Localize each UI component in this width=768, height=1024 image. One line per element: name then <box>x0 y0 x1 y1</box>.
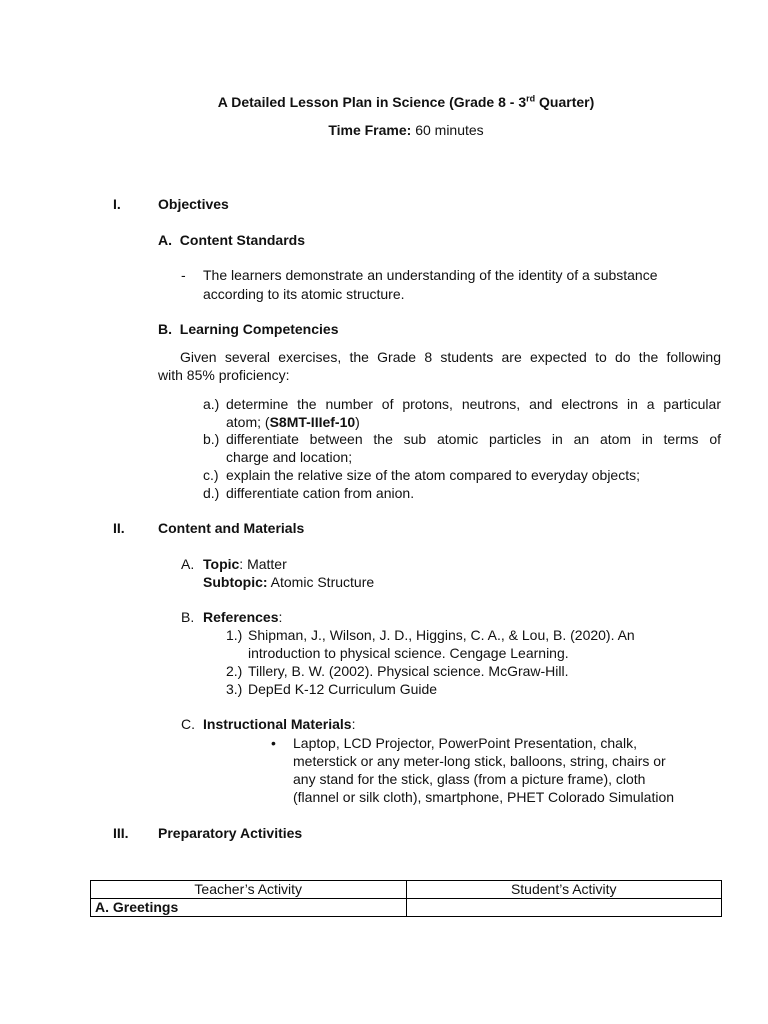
topic-line <box>203 556 287 572</box>
competencies-intro-text-1: Given several exercises, the Grade 8 students are expected to do the following <box>180 349 721 365</box>
section-1-heading: Objectives <box>158 196 229 212</box>
competency-d-line-1: differentiate cation from anion. <box>226 485 415 501</box>
materials-line-4: (flannel or silk cloth), smartphone, PHET Colorado Simulation <box>293 789 675 805</box>
empty-cell <box>406 899 722 917</box>
reference-1-marker: 1.) <box>226 627 243 643</box>
title-superscript: rd <box>526 93 536 104</box>
topic-label: Topic <box>203 556 240 572</box>
materials-line-2: meterstick or any meter-long stick, balloons, string, chairs or <box>293 753 666 769</box>
content-standards-dash: - <box>181 267 186 283</box>
reference-1-line-2: introduction to physical science. Cengage Learning. <box>248 645 569 661</box>
topic-marker: A. <box>181 556 195 572</box>
references-heading <box>203 609 282 625</box>
section-1-numeral: I. <box>113 196 121 212</box>
competencies-intro-line-2: with 85% proficiency: <box>158 367 290 383</box>
materials-line-1: Laptop, LCD Projector, PowerPoint Presentation, chalk, <box>293 735 637 751</box>
references-label: References <box>203 609 279 625</box>
document-title <box>0 94 768 110</box>
time-frame-value: 60 minutes <box>411 122 484 138</box>
content-standards-line-1: The learners demonstrate an understanding of the identity of a substance <box>203 267 658 283</box>
greetings-cell: A. Greetings <box>91 899 407 917</box>
materials-heading <box>203 716 355 732</box>
title-text-end: Quarter) <box>535 94 595 110</box>
materials-marker: C. <box>181 716 195 732</box>
materials-label: Instructional Materials <box>203 716 352 732</box>
student-activity-header: Student’s Activity <box>406 881 722 899</box>
reference-2-line-1: Tillery, B. W. (2002). Physical science. McGraw-Hill. <box>248 663 569 679</box>
competency-b-line-2: charge and location; <box>226 449 353 465</box>
competency-code: S8MT-IIIef-10 <box>269 414 356 430</box>
section-2-heading: Content and Materials <box>158 520 305 536</box>
activity-table <box>90 880 722 917</box>
competency-a-text: determine the number of protons, neutrons, and electrons in a particular <box>226 396 721 412</box>
competency-d-marker: d.) <box>203 485 220 501</box>
time-frame <box>0 122 768 138</box>
competency-a-line-2 <box>226 414 360 430</box>
competency-c-marker: c.) <box>203 467 219 483</box>
competency-a-line-1 <box>226 396 721 412</box>
table-header-row <box>91 881 722 899</box>
topic-value: : Matter <box>239 556 287 572</box>
competency-a-text-post: ) <box>355 414 360 430</box>
time-frame-label: Time Frame: <box>328 122 412 138</box>
subtopic-line <box>203 574 374 590</box>
reference-2-marker: 2.) <box>226 663 243 679</box>
subtopic-label: Subtopic: <box>203 574 268 590</box>
table-row <box>91 899 722 917</box>
competency-b-text: differentiate between the sub atomic particles in an atom in terms of <box>226 431 721 447</box>
learning-competencies-heading: B. Learning Competencies <box>158 321 339 337</box>
title-text: A Detailed Lesson Plan in Science (Grade 8 - 3 <box>217 94 527 110</box>
reference-3-line-1: DepEd K-12 Curriculum Guide <box>248 681 438 697</box>
competency-a-text-pre: atom; ( <box>226 414 270 430</box>
reference-3-marker: 3.) <box>226 681 243 697</box>
section-3-numeral: III. <box>113 825 129 841</box>
teacher-activity-header: Teacher’s Activity <box>91 881 407 899</box>
materials-line-3: any stand for the stick, glass (from a picture frame), cloth <box>293 771 646 787</box>
content-standards-heading: A. Content Standards <box>158 232 306 248</box>
competencies-intro-line-1 <box>158 349 721 365</box>
references-colon: : <box>278 609 283 625</box>
reference-1-line-1: Shipman, J., Wilson, J. D., Higgins, C. A., & Lou, B. (2020). An <box>248 627 635 643</box>
competency-a-marker: a.) <box>203 396 220 412</box>
subtopic-value: Atomic Structure <box>267 574 375 590</box>
section-2-numeral: II. <box>113 520 125 536</box>
competency-c-line-1: explain the relative size of the atom compared to everyday objects; <box>226 467 640 483</box>
section-3-heading: Preparatory Activities <box>158 825 303 841</box>
content-standards-line-2: according to its atomic structure. <box>203 286 405 302</box>
bullet-icon: • <box>271 735 276 751</box>
materials-colon: : <box>351 716 356 732</box>
references-marker: B. <box>181 609 195 625</box>
competency-b-marker: b.) <box>203 431 220 447</box>
competency-b-line-1 <box>226 431 721 447</box>
